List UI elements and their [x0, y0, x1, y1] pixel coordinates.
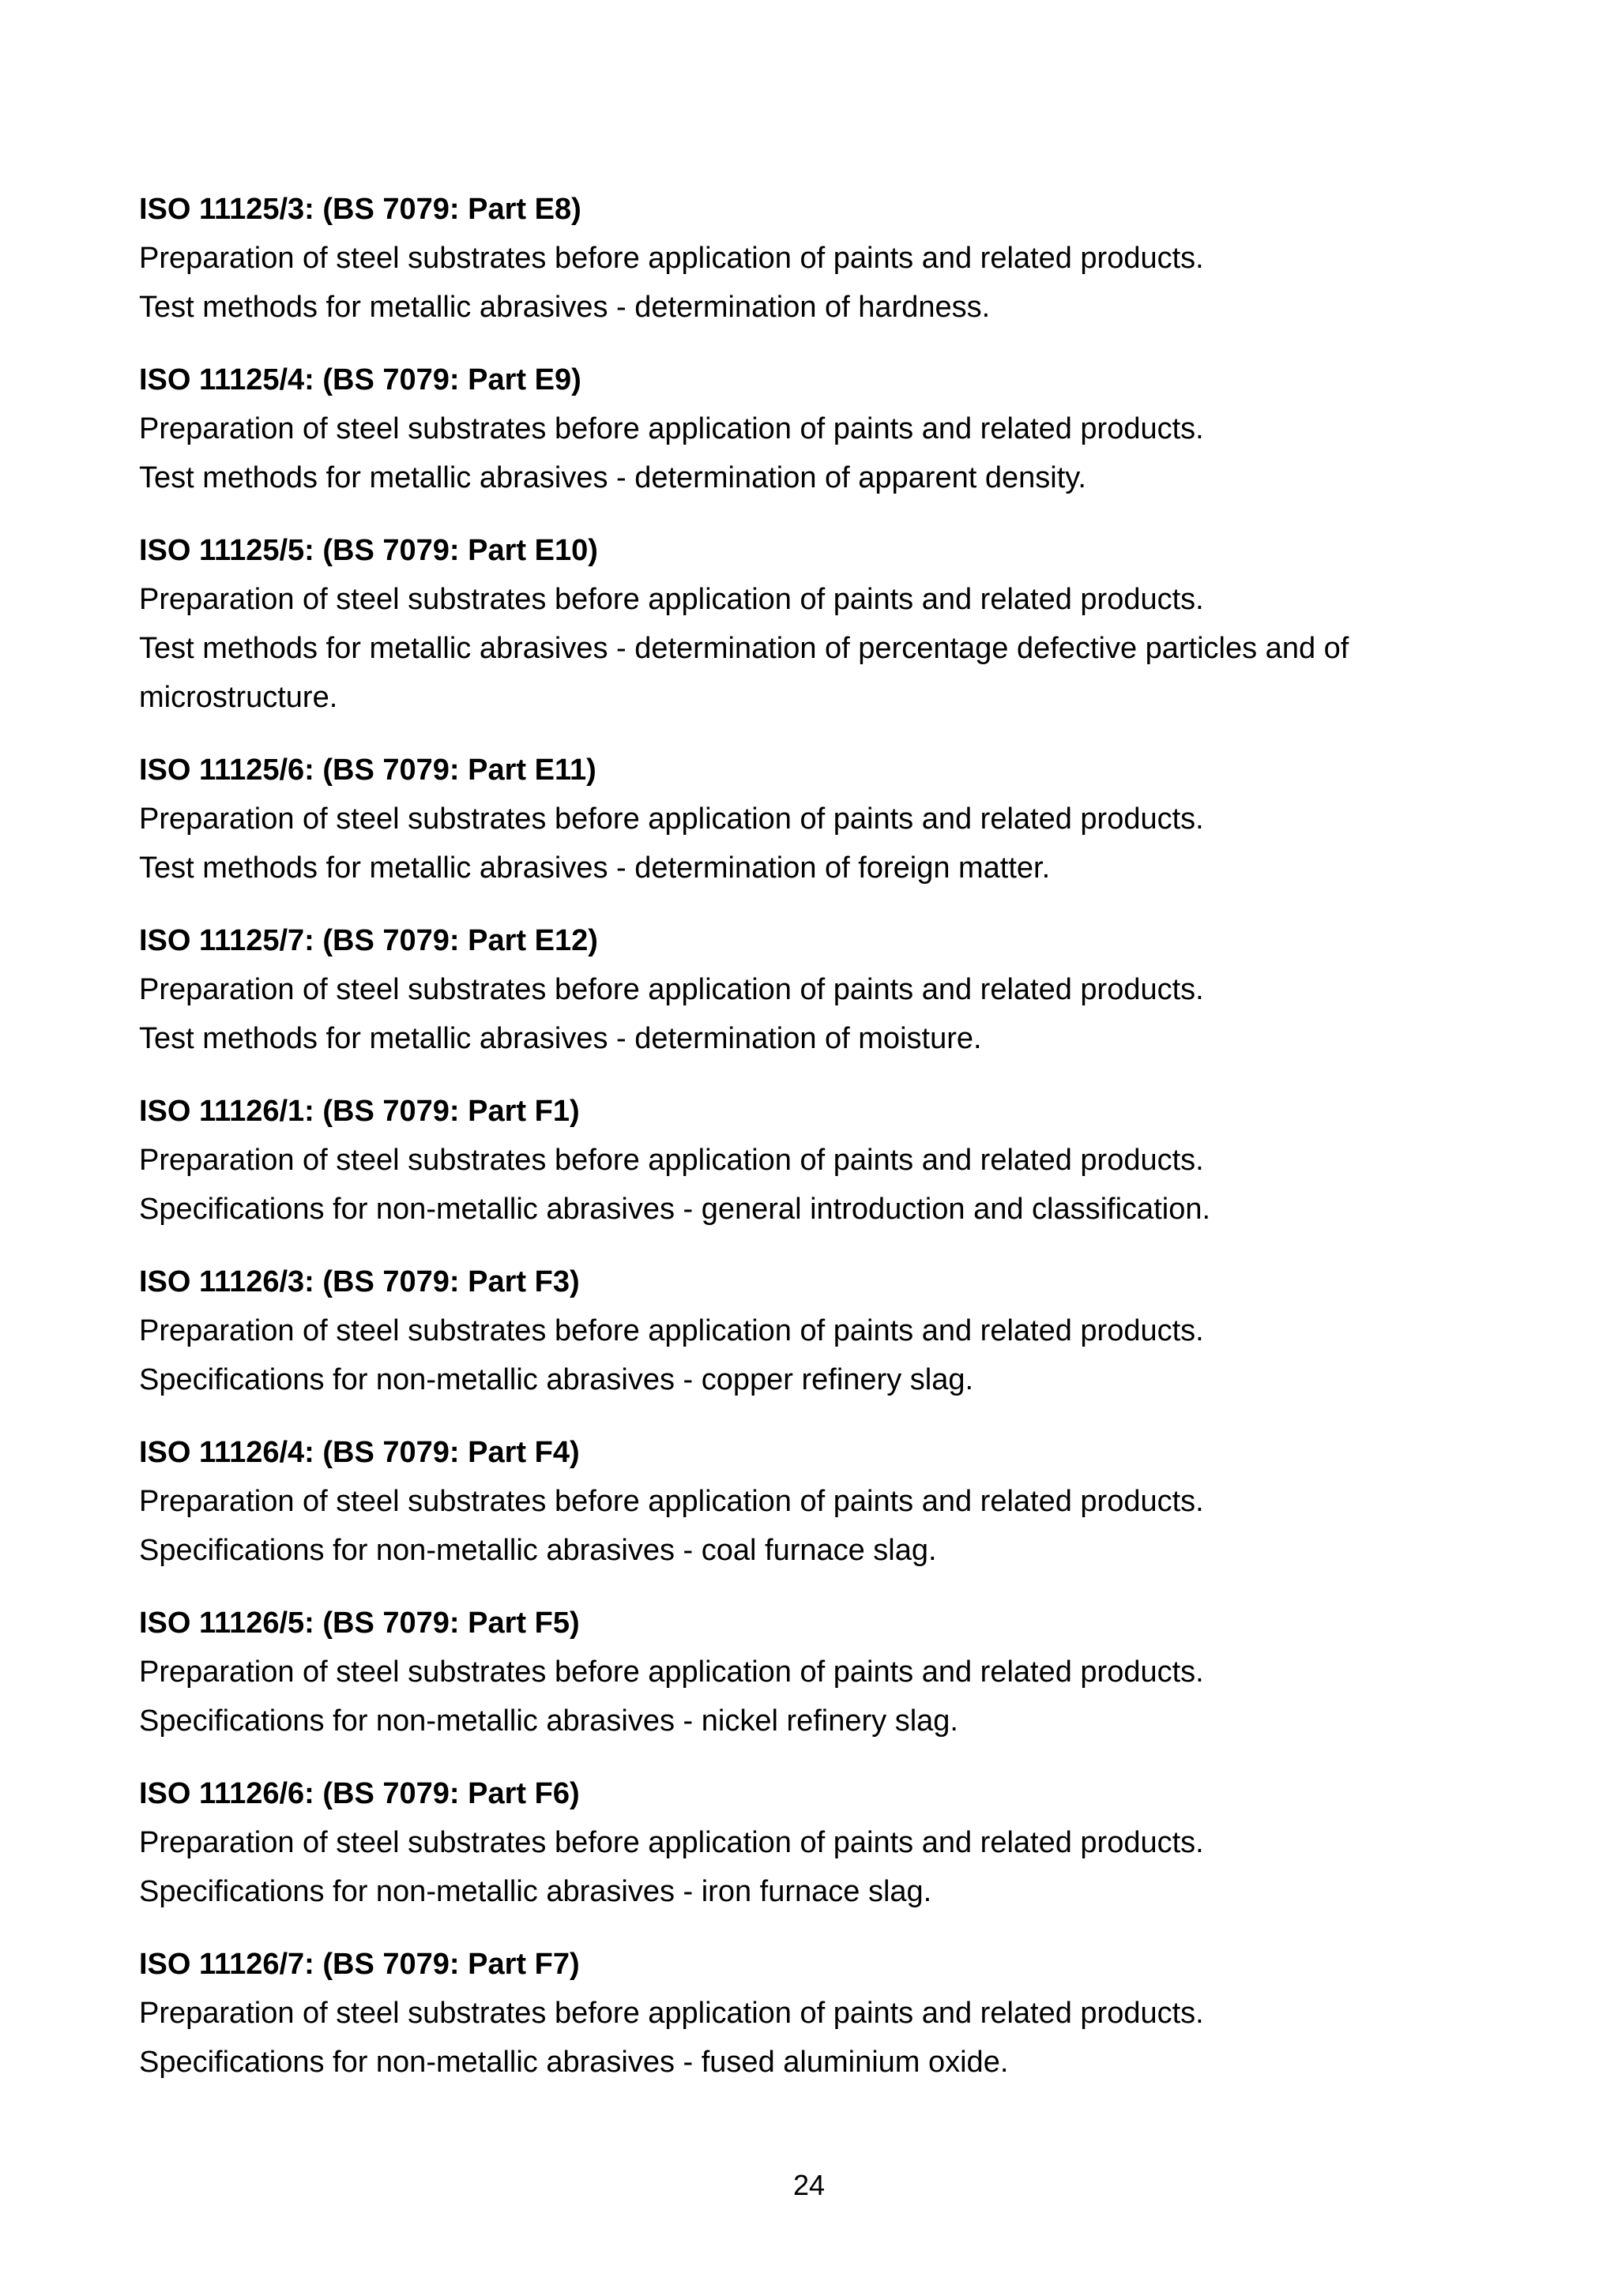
standard-description-line: Preparation of steel substrates before application of paints and related products. [139, 802, 1204, 836]
standard-entry [139, 746, 1482, 892]
standard-entry [139, 1428, 1482, 1575]
standard-heading: ISO 11126/7: (BS 7079: Part F7) [139, 1948, 580, 1981]
standard-entry [139, 355, 1482, 502]
standard-heading: ISO 11126/1: (BS 7079: Part F1) [139, 1095, 580, 1128]
standard-heading: ISO 11125/5: (BS 7079: Part E10) [139, 534, 598, 567]
standard-description-line: Preparation of steel substrates before application of paints and related products. [139, 242, 1204, 275]
standard-heading: ISO 11125/6: (BS 7079: Part E11) [139, 753, 596, 787]
standard-description-line: microstructure. [139, 681, 338, 714]
standard-description-line: Test methods for metallic abrasives - determination of foreign matter. [139, 851, 1051, 885]
standard-entry [139, 185, 1482, 332]
standard-entry [139, 1769, 1482, 1916]
standard-description-line: Preparation of steel substrates before application of paints and related products. [139, 412, 1204, 445]
standard-description-line: Specifications for non-metallic abrasives - general introduction and classification. [139, 1193, 1211, 1226]
standard-description-line: Preparation of steel substrates before application of paints and related products. [139, 973, 1204, 1006]
document-body [139, 185, 1482, 2110]
standard-entry [139, 526, 1482, 722]
standard-entry [139, 916, 1482, 1063]
standard-description-line: Specifications for non-metallic abrasives - nickel refinery slag. [139, 1704, 958, 1738]
standard-description-line: Test methods for metallic abrasives - determination of hardness. [139, 291, 991, 324]
standard-description-line: Preparation of steel substrates before application of paints and related products. [139, 1314, 1204, 1347]
standard-heading: ISO 11125/4: (BS 7079: Part E9) [139, 363, 581, 396]
standard-description-line: Specifications for non-metallic abrasives - copper refinery slag. [139, 1363, 974, 1396]
standard-heading: ISO 11126/5: (BS 7079: Part F5) [139, 1606, 580, 1640]
standard-description-line: Preparation of steel substrates before application of paints and related products. [139, 1144, 1204, 1177]
standard-description-line: Test methods for metallic abrasives - determination of percentage defective particles and of [139, 632, 1349, 665]
standard-description-line: Preparation of steel substrates before application of paints and related products. [139, 583, 1204, 616]
standard-description-line: Preparation of steel substrates before application of paints and related products. [139, 1655, 1204, 1689]
standard-description-line: Specifications for non-metallic abrasives - iron furnace slag. [139, 1875, 932, 1908]
standard-heading: ISO 11126/4: (BS 7079: Part F4) [139, 1436, 580, 1469]
standard-description-line: Test methods for metallic abrasives - determination of moisture. [139, 1022, 982, 1055]
standard-description-line: Preparation of steel substrates before application of paints and related products. [139, 1485, 1204, 1518]
standard-description-line: Specifications for non-metallic abrasives - fused aluminium oxide. [139, 2046, 1009, 2079]
standard-heading: ISO 11126/6: (BS 7079: Part F6) [139, 1777, 580, 1810]
standard-description-line: Test methods for metallic abrasives - determination of apparent density. [139, 461, 1086, 494]
standard-description-line: Preparation of steel substrates before application of paints and related products. [139, 1826, 1204, 1859]
standard-entry [139, 1087, 1482, 1234]
page-number: 24 [792, 2169, 826, 2201]
standard-heading: ISO 11126/3: (BS 7079: Part F3) [139, 1265, 580, 1298]
standard-entry [139, 1940, 1482, 2087]
standard-heading: ISO 11125/7: (BS 7079: Part E12) [139, 924, 598, 957]
standard-heading: ISO 11125/3: (BS 7079: Part E8) [139, 193, 581, 226]
standard-description-line: Specifications for non-metallic abrasives - coal furnace slag. [139, 1534, 937, 1567]
standard-entry [139, 1599, 1482, 1745]
standard-entry [139, 1257, 1482, 1404]
standard-description-line: Preparation of steel substrates before application of paints and related products. [139, 1997, 1204, 2030]
